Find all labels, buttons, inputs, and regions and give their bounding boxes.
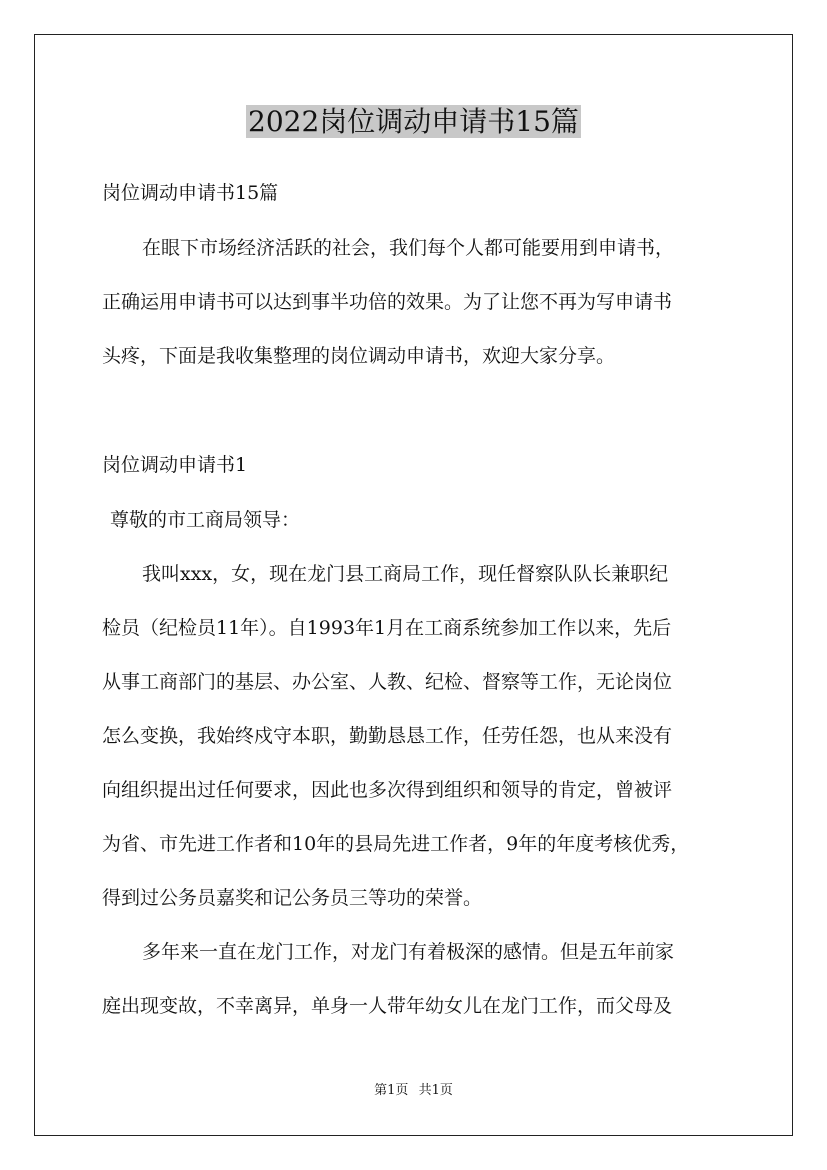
page-number-total: 共1页 [418, 1083, 453, 1098]
intro-line-3: 头疼，下面是我收集整理的岗位调动申请书，欢迎大家分享。 [102, 345, 616, 367]
paragraph1-line-7: 得到过公务员嘉奖和记公务员三等功的荣誉。 [102, 887, 483, 909]
paragraph1-line-6: 为省、市先进工作者和10年的县局先进工作者，9年的年度考核优秀， [102, 833, 690, 855]
document-title [0, 100, 827, 144]
document-title-text: 2022岗位调动申请书15篇 [248, 105, 579, 138]
paragraph1-line-1: 我叫xxx，女，现在龙门县工商局工作，现任督察队队长兼职纪 [142, 563, 669, 585]
section-heading: 岗位调动申请书1 [102, 454, 248, 476]
intro-line-1: 在眼下市场经济活跃的社会，我们每个人都可能要用到申请书， [142, 237, 675, 259]
document-subtitle: 岗位调动申请书15篇 [102, 182, 279, 204]
paragraph2-line-1: 多年来一直在龙门工作，对龙门有着极深的感情。但是五年前家 [142, 941, 675, 963]
page-footer [0, 1082, 827, 1100]
paragraph1-line-2: 检员（纪检员11年）。自1993年1月在工商系统参加工作以来，先后 [102, 617, 672, 639]
paragraph2-line-2: 庭出现变故，不幸离异，单身一人带年幼女儿在龙门工作，而父母及 [102, 995, 673, 1017]
page-number-current: 第1页 [374, 1083, 409, 1098]
salutation: 尊敬的市工商局领导： [110, 509, 301, 531]
paragraph1-line-5: 向组织提出过任何要求，因此也多次得到组织和领导的肯定，曾被评 [102, 779, 673, 801]
paragraph1-line-3: 从事工商部门的基层、办公室、人教、纪检、督察等工作，无论岗位 [102, 671, 673, 693]
intro-line-2: 正确运用申请书可以达到事半功倍的效果。为了让您不再为写申请书 [102, 291, 673, 313]
paragraph1-line-4: 怎么变换，我始终戍守本职，勤勤恳恳工作，任劳任怨，也从来没有 [102, 725, 673, 747]
